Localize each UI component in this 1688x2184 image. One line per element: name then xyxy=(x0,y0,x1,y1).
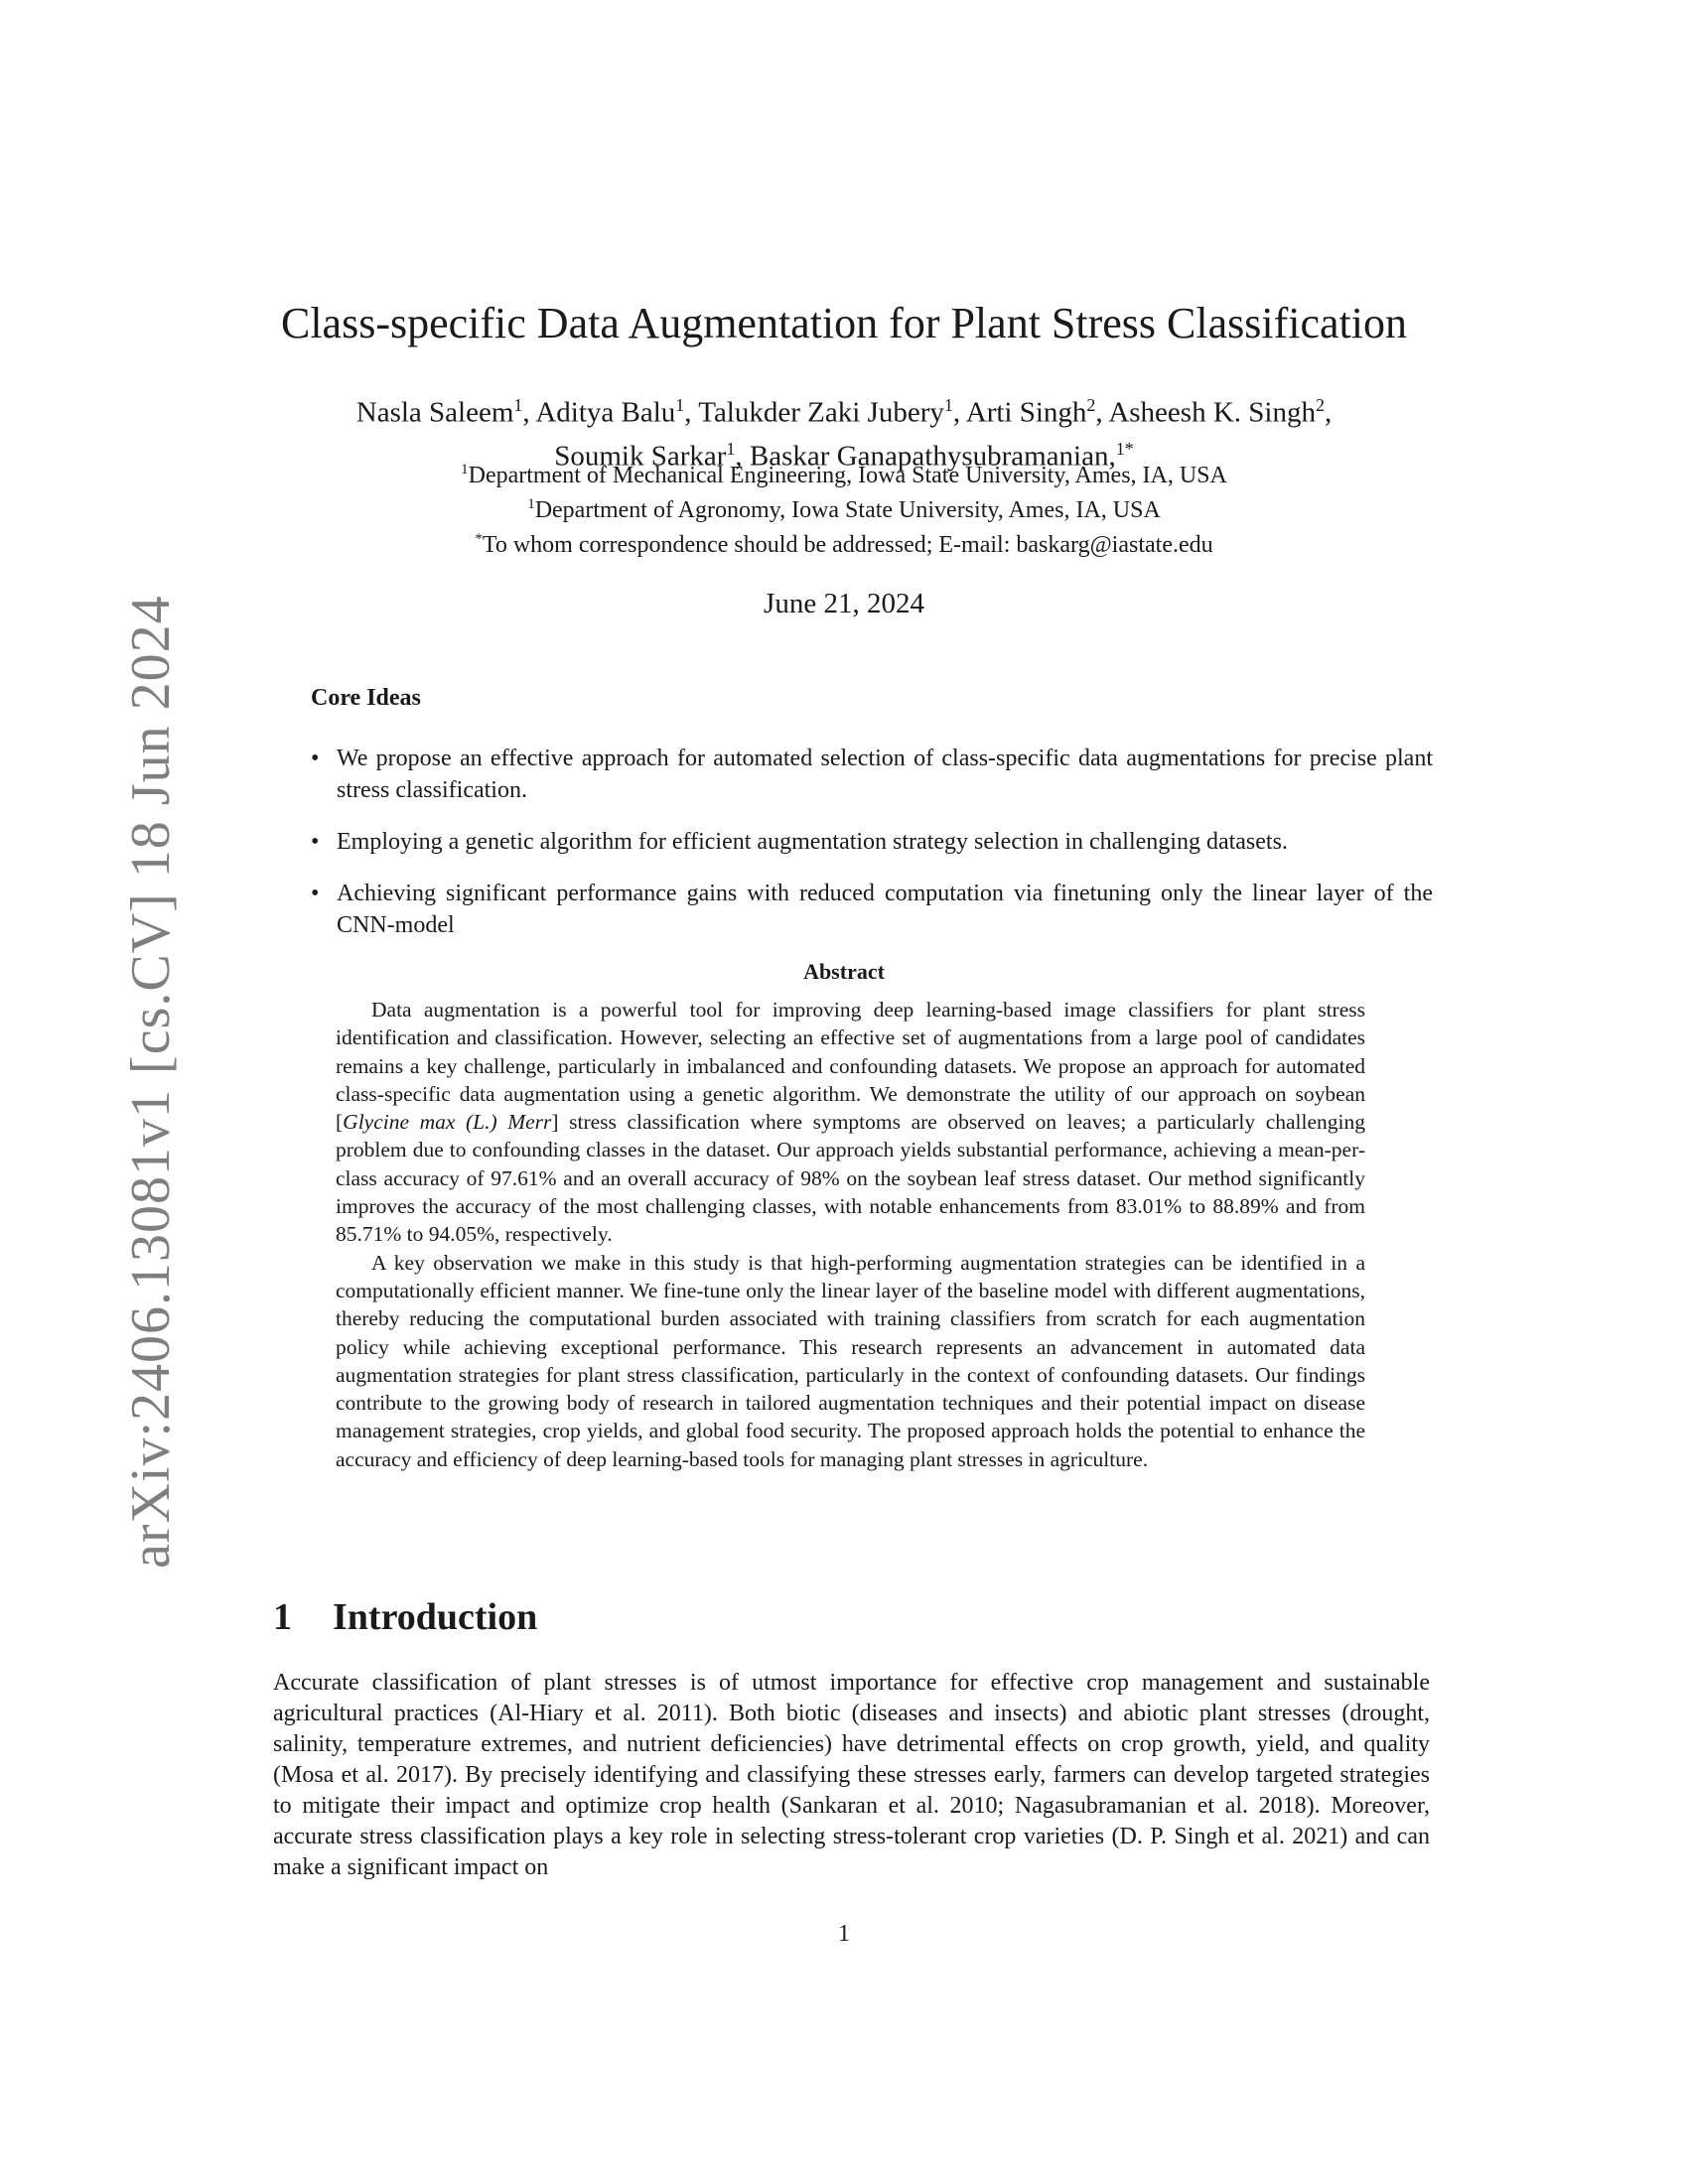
abstract-body xyxy=(336,996,1365,1473)
correspondence-note xyxy=(199,531,1489,559)
arxiv-identifier[interactable]: arXiv:2406.13081v1 [cs.CV] 18 Jun 2024 xyxy=(120,595,182,1569)
list-item xyxy=(311,826,1433,858)
correspondence-text: To whom correspondence should be addressed; E-mail: baskarg@iastate.edu xyxy=(482,532,1213,558)
abstract-paragraph-1 xyxy=(336,996,1365,1249)
core-ideas-list xyxy=(311,743,1433,961)
author-name: Asheesh K. Singh xyxy=(1108,396,1316,429)
author-affil-mark: 1 xyxy=(726,438,736,459)
affiliation-text: Department of Agronomy, Iowa State University, Ames, IA, USA xyxy=(534,497,1161,523)
core-ideas-heading: Core Ideas xyxy=(311,685,421,711)
author-name: Talukder Zaki Jubery xyxy=(698,396,944,429)
affiliation-1 xyxy=(199,462,1489,489)
author-separator: , xyxy=(735,440,750,473)
core-idea-text: Employing a genetic algorithm for efficient augmentation strategy selection in challenging datasets. xyxy=(337,829,1288,855)
author-affil-mark: 1 xyxy=(943,395,953,415)
author-separator: , xyxy=(952,396,966,429)
bullet-marker: • xyxy=(311,829,320,855)
affiliation-text: Department of Mechanical Engineering, Iowa State University, Ames, IA, USA xyxy=(468,463,1227,488)
affiliation-2 xyxy=(199,496,1489,524)
paper-date: June 21, 2024 xyxy=(764,588,924,619)
abstract-text: Data augmentation is a powerful tool for improving deep learning-based image classifiers for plant stress identification and classification. However, selecting an effective set of augmentations from a large pool of candidates remains a key challenge, particularly in imbalanced and confounding datasets. We propose an approach for automated class-specific data augmentation using a genetic algorithm. We demonstrate the utility of our approach on soybean [ xyxy=(336,998,1365,1135)
affiliation-mark: 1 xyxy=(461,462,469,478)
author-name: Soumik Sarkar xyxy=(554,440,727,473)
abstract-text: ] stress classification where symptoms are observed on leaves; a particularly challenging problem due to confounding classes in the dataset. Our approach yields substantial performance, achieving a mean-per-class accuracy of 97.61% and an overall accuracy of 98% on the soybean leaf stress dataset. Our method significantly improves the accuracy of the most challenging classes, with notable enhancements from 83.01% to 88.89% and from 85.71% to 94.05%, respectively. xyxy=(336,1110,1365,1247)
section-heading-introduction xyxy=(273,1595,537,1639)
author-separator: , xyxy=(1324,396,1333,429)
author-name: Aditya Balu xyxy=(535,396,676,429)
core-idea-text: We propose an effective approach for automated selection of class-specific data augmentations for precise plant stress classification. xyxy=(337,746,1433,803)
author-affil-mark: 2 xyxy=(1315,395,1325,415)
abstract-paragraph-2: A key observation we make in this study is that high-performing augmentation strategies can be identified in a computationally efficient manner. We fine-tune only the linear layer of the baseline model with different augmentations, thereby reducing the computational burden associated with training classifiers from scratch for each augmentation policy while achieving exceptional performance. This research represents an advancement in automated data augmentation strategies for plant stress classification, particularly in the context of confounding datasets. Our findings contribute to the growing body of research in tailored augmentation techniques and their potential impact on disease management strategies, crop yields, and global food security. The proposed approach holds the potential to enhance the accuracy and efficiency of deep learning-based tools for managing plant stresses in agriculture. xyxy=(336,1250,1365,1471)
list-item xyxy=(311,743,1433,806)
affiliation-mark: * xyxy=(475,531,483,547)
affiliation-mark: 1 xyxy=(527,496,535,512)
paper-title: Class-specific Data Augmentation for Plant Stress Classification xyxy=(280,299,1407,347)
bullet-marker: • xyxy=(311,746,320,771)
bullet-marker: • xyxy=(311,881,320,906)
abstract-heading: Abstract xyxy=(803,959,885,984)
section-title: Introduction xyxy=(333,1596,538,1638)
author-separator: , xyxy=(684,396,699,429)
author-name: Arti Singh xyxy=(965,396,1087,429)
author-name: Baskar Ganapathysubramanian, xyxy=(749,440,1116,473)
list-item xyxy=(311,878,1433,941)
species-name: Glycine max (L.) Merr xyxy=(343,1110,552,1135)
introduction-paragraph: Accurate classification of plant stresses is of utmost importance for effective crop management and sustainable agricultural practices (Al-Hiary et al. 2011). Both biotic (diseases and insects) and abiotic plant stresses (drought, salinity, temperature extremes, and nutrient deficiencies) have detrimental effects on crop growth, yield, and quality (Mosa et al. 2017). By precisely identifying and classifying these stresses early, farmers can develop targeted strategies to mitigate their impact and optimize crop health (Sankaran et al. 2010; Nagasubramanian et al. 2018). Moreover, accurate stress classification plays a key role in selecting stress-tolerant crop varieties (D. P. Singh et al. 2021) and can make a significant impact on xyxy=(273,1670,1430,1880)
author-affil-mark: 1 xyxy=(675,395,685,415)
author-name: Nasla Saleem xyxy=(355,396,514,429)
section-number: 1 xyxy=(273,1596,292,1638)
page-number: 1 xyxy=(838,1921,850,1947)
author-separator: , xyxy=(1095,396,1109,429)
author-affil-mark: 2 xyxy=(1086,395,1096,415)
author-affil-mark: 1* xyxy=(1115,438,1134,459)
author-line-1 xyxy=(199,387,1489,431)
core-idea-text: Achieving significant performance gains with reduced computation via finetuning only the linear layer of the CNN-model xyxy=(337,881,1433,938)
author-affil-mark: 1 xyxy=(513,395,523,415)
author-separator: , xyxy=(522,396,536,429)
